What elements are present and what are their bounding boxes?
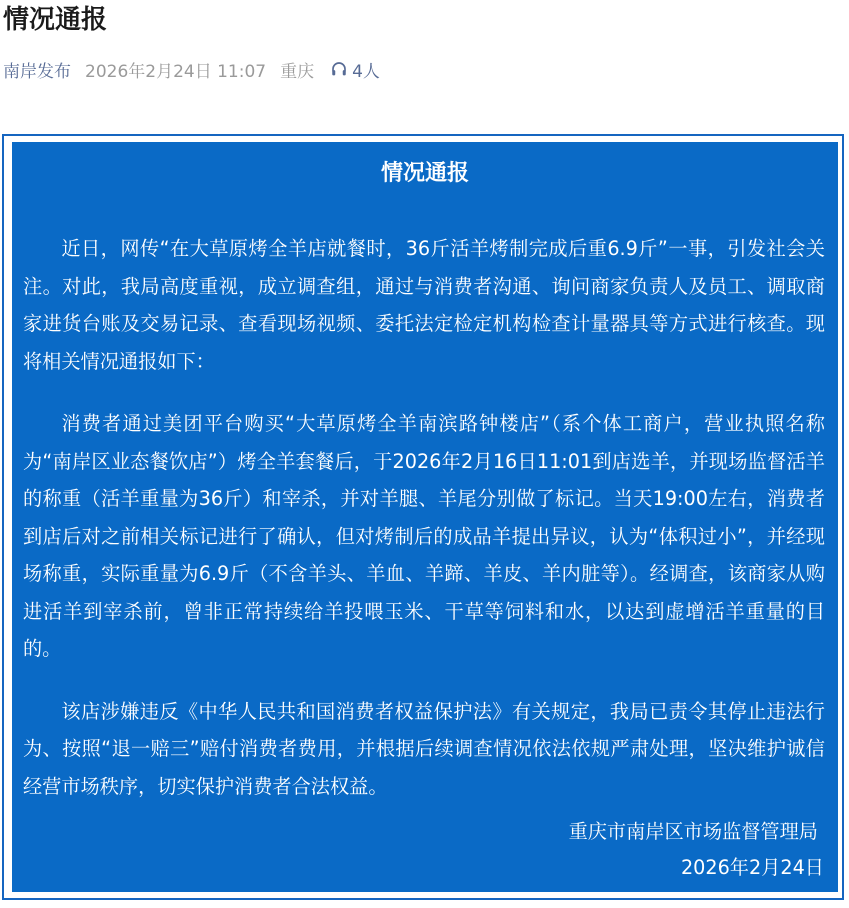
notice-body — [23, 230, 825, 830]
notice-image — [12, 142, 838, 892]
notice-signature-block — [569, 814, 824, 886]
listen-count: 4人 — [352, 61, 380, 82]
notice-paragraph: 近日，网传“在大草原烤全羊店就餐时，36斤活羊烤制完成后重6.9斤”一事，引发社会关注。对此，我局高度重视，成立调查组，通过与消费者沟通、询问商家负责人及员工、调取商家进货台账及交易记录、查看现场视频、委托法定检定机构检查计量器具等方式进行核查。现将相关情况通报如下： — [23, 237, 825, 373]
publish-date: 2026年2月24日 11:07 — [85, 61, 267, 82]
notice-paragraph: 消费者通过美团平台购买“大草原烤全羊南滨路钟楼店”（系个体工商户，营业执照名称为“南岸区业态餐饮店”）烤全羊套餐后，于2026年2月16日11:01到店选羊，并现场监督活羊的称重（活羊重量为36斤）和宰杀，并对羊腿、羊尾分别做了标记。当天19:00左右，消费者到店后对之前相关标记进行了确认，但对烤制后的成品羊提出异议，认为“体积过小”，并经现场称重，实际重量为6.9斤（不含羊头、羊血、羊蹄、羊皮、羊内脏等）。经调查，该商家从购进活羊到宰杀前，曾非正常持续给羊投喂玉米、干草等饲料和水，以达到虚增活羊重量的目的。 — [23, 412, 825, 660]
issuing-authority: 重庆市南岸区市场监督管理局 — [568, 820, 818, 843]
article-title: 情况通报 — [3, 5, 108, 35]
headphones-icon — [330, 60, 348, 78]
notice-title: 情况通报 — [380, 161, 469, 186]
listen-button[interactable] — [330, 57, 380, 82]
notice-paragraph: 该店涉嫌违反《中华人民共和国消费者权益保护法》有关规定，我局已责令其停止违法行为、按照“退一赔三”赔付消费者费用，并根据后续调查情况依法依规严肃处理，坚决维护诚信经营市场秩序，切实保护消费者合法权益。 — [23, 699, 825, 798]
issue-date: 2026年2月24日 — [680, 856, 824, 879]
article-meta — [3, 56, 380, 82]
account-name-link[interactable]: 南岸发布 — [3, 61, 71, 82]
publish-location: 重庆 — [280, 61, 315, 82]
